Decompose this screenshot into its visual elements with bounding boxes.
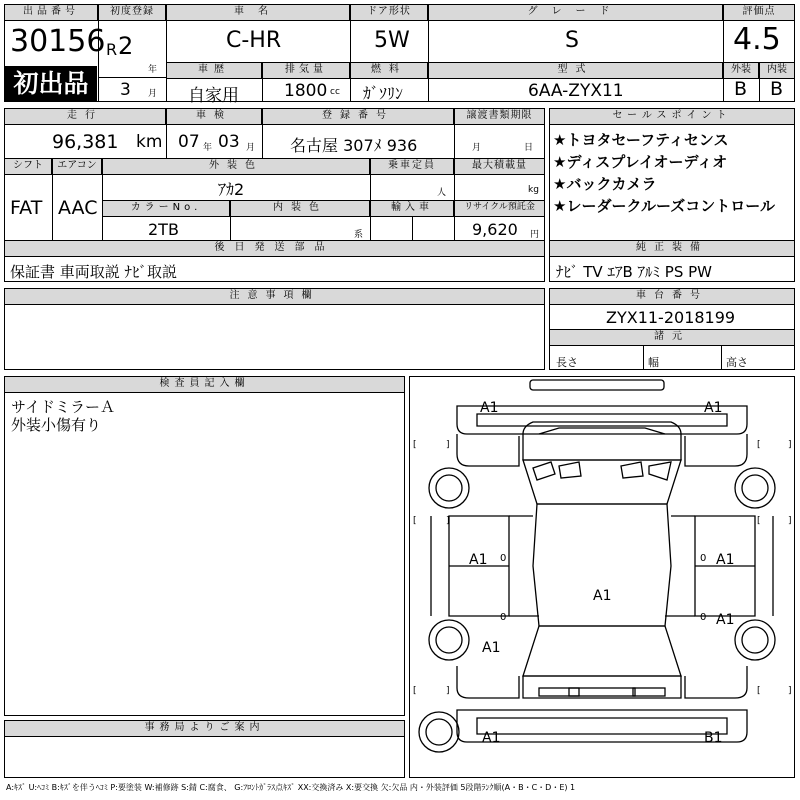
later-parts-label: 後日発送部品 [4, 240, 545, 257]
transfer-label: 譲渡書類期限 [454, 108, 545, 125]
width-label: 幅 [648, 356, 659, 369]
inspector-label: 検査員記入欄 [4, 376, 405, 393]
bracket-close: ] [788, 686, 792, 696]
inspection-label: 車検 [166, 108, 262, 125]
legend: A:ｷｽﾞ U:ﾍｺﾐ B:ｷｽﾞを伴うﾍｺﾐ P:要塗装 W:補修跡 S:錆 C:腐食、 G:ﾌﾛﾝﾄｶﾞﾗｽ点ｷｽﾞ XX:交換済み X:要交換 欠:欠品 内・外装評価 5段階ﾗﾝｸ順(A・B・C・D・E) 1 [6, 783, 576, 792]
interior-label: 内装 [759, 62, 795, 79]
bracket-open: [ [757, 440, 761, 450]
door-label: ドア形状 [350, 4, 428, 21]
era: R [106, 40, 118, 59]
history: 自家用 [188, 86, 239, 106]
mark-right-side: A1 [716, 612, 735, 628]
bracket-open: [ [413, 516, 417, 526]
exterior-score: B [734, 78, 748, 100]
first-reg-label: 初度登録 [98, 4, 166, 21]
bracket-open: [ [757, 686, 761, 696]
capacity-unit: 人 [437, 188, 447, 198]
inspection-month-unit: 月 [246, 143, 256, 153]
inspector-note: サイドミラーＡ [11, 398, 115, 416]
car-name-label: 車名 [166, 4, 350, 21]
bracket-close: ] [788, 440, 792, 450]
sales-point: ★レーダークルーズコントロール [553, 197, 775, 215]
int-color-label: 内装色 [230, 200, 370, 217]
exterior-label: 外装 [723, 62, 759, 79]
mileage-label: 走行 [4, 108, 166, 125]
registration-number: 名古屋 307ﾒ 936 [290, 136, 418, 155]
mark-zero: 0 [700, 553, 707, 564]
ext-color-label: 外装色 [102, 158, 370, 175]
history-label: 車歴 [166, 62, 262, 79]
height-label: 高さ [726, 356, 748, 369]
bracket-close: ] [446, 516, 450, 526]
mark-zero: 0 [700, 612, 707, 623]
recycle-unit: 円 [530, 230, 540, 240]
inspection-month: 03 [218, 132, 240, 152]
notes-label: 注意事項欄 [4, 288, 545, 305]
grade: S [565, 28, 579, 53]
fuel: ｶﾞｿﾘﾝ [363, 84, 404, 103]
car-diagram [409, 376, 795, 778]
mark-zero: 0 [500, 612, 507, 623]
mark-zero: 0 [500, 553, 507, 564]
fuel-label: 燃料 [350, 62, 428, 79]
bracket-close: ] [446, 440, 450, 450]
car-name: C-HR [226, 28, 282, 53]
bracket-open: [ [757, 516, 761, 526]
interior-score: B [770, 78, 784, 100]
door-type: 5W [374, 28, 410, 53]
inspection-year-unit: 年 [203, 143, 213, 153]
later-parts: 保証書 車両取説 ﾅﾋﾞ取説 [10, 263, 178, 281]
mileage: 96,381 [52, 131, 119, 153]
load-label: 最大積載量 [454, 158, 545, 175]
month-unit: 月 [148, 89, 158, 99]
equipment: ﾅﾋﾞ TV ｴｱB ｱﾙﾐ PS PW [556, 263, 712, 281]
mark-front-left: A1 [480, 400, 499, 416]
bracket-open: [ [413, 440, 417, 450]
score-label: 評価点 [723, 4, 795, 21]
mark-rear-left-fender: A1 [482, 640, 501, 656]
displacement-unit: cc [330, 87, 340, 97]
sales-point: ★ディスプレイオーディオ [553, 153, 728, 171]
mileage-unit: km [136, 132, 163, 152]
bracket-open: [ [413, 686, 417, 696]
length-label: 長さ [556, 356, 578, 369]
bracket-close: ] [446, 686, 450, 696]
first-listing-badge: 初出品 [5, 66, 97, 101]
color-no: 2TB [148, 220, 179, 239]
load-unit: kg [528, 185, 539, 195]
office-label: 事務局よりご案内 [4, 720, 405, 737]
sales-point: ★バックカメラ [553, 175, 657, 193]
chassis-number: ZYX11-2018199 [606, 308, 736, 327]
import-label: 輸入車 [370, 200, 454, 217]
transfer-month-unit: 月 [472, 143, 482, 153]
dims-label: 諸元 [549, 329, 795, 346]
chassis-label: 車台番号 [549, 288, 795, 305]
shift: FAT [10, 197, 43, 219]
mark-front-right: A1 [704, 400, 723, 416]
sales-point: ★トヨタセーフティセンス [553, 131, 729, 149]
recycle-label: リサイクル預託金 [454, 200, 545, 217]
ac: AAC [58, 197, 98, 219]
lot-number: 30156 [10, 24, 106, 59]
transfer-day-unit: 日 [524, 143, 534, 153]
displacement: 1800 [284, 81, 328, 101]
lot-number-label: 出品番号 [4, 4, 98, 21]
model: 6AA-ZYX11 [528, 81, 624, 101]
displacement-label: 排気量 [262, 62, 350, 79]
year-unit: 年 [148, 65, 158, 75]
inspection-year: 07 [178, 132, 200, 152]
bracket-close: ] [788, 516, 792, 526]
capacity-label: 乗車定員 [370, 158, 454, 175]
reg-month: 3 [120, 80, 131, 100]
mark-roof: A1 [593, 588, 612, 604]
model-label: 型式 [428, 62, 723, 79]
grade-label: グレード [428, 4, 723, 21]
inspector-note: 外装小傷有り [11, 416, 102, 434]
mark-rear-right: B1 [704, 730, 723, 746]
equipment-label: 純正装備 [549, 240, 795, 257]
mark-right-door: A1 [716, 552, 735, 568]
int-color-unit: 系 [354, 230, 364, 240]
mark-rear-left: A1 [482, 730, 501, 746]
mark-left-door: A1 [469, 552, 488, 568]
recycle: 9,620 [472, 220, 518, 239]
shift-label: シフト [4, 158, 52, 175]
ext-color: ｱｶ2 [218, 180, 245, 199]
sales-points-label: セールスポイント [549, 108, 795, 125]
color-no-label: カラーNo. [102, 200, 230, 217]
ac-label: エアコン [52, 158, 102, 175]
score: 4.5 [733, 22, 781, 57]
reg-year: 2 [118, 32, 134, 60]
reg-no-label: 登録番号 [262, 108, 454, 125]
